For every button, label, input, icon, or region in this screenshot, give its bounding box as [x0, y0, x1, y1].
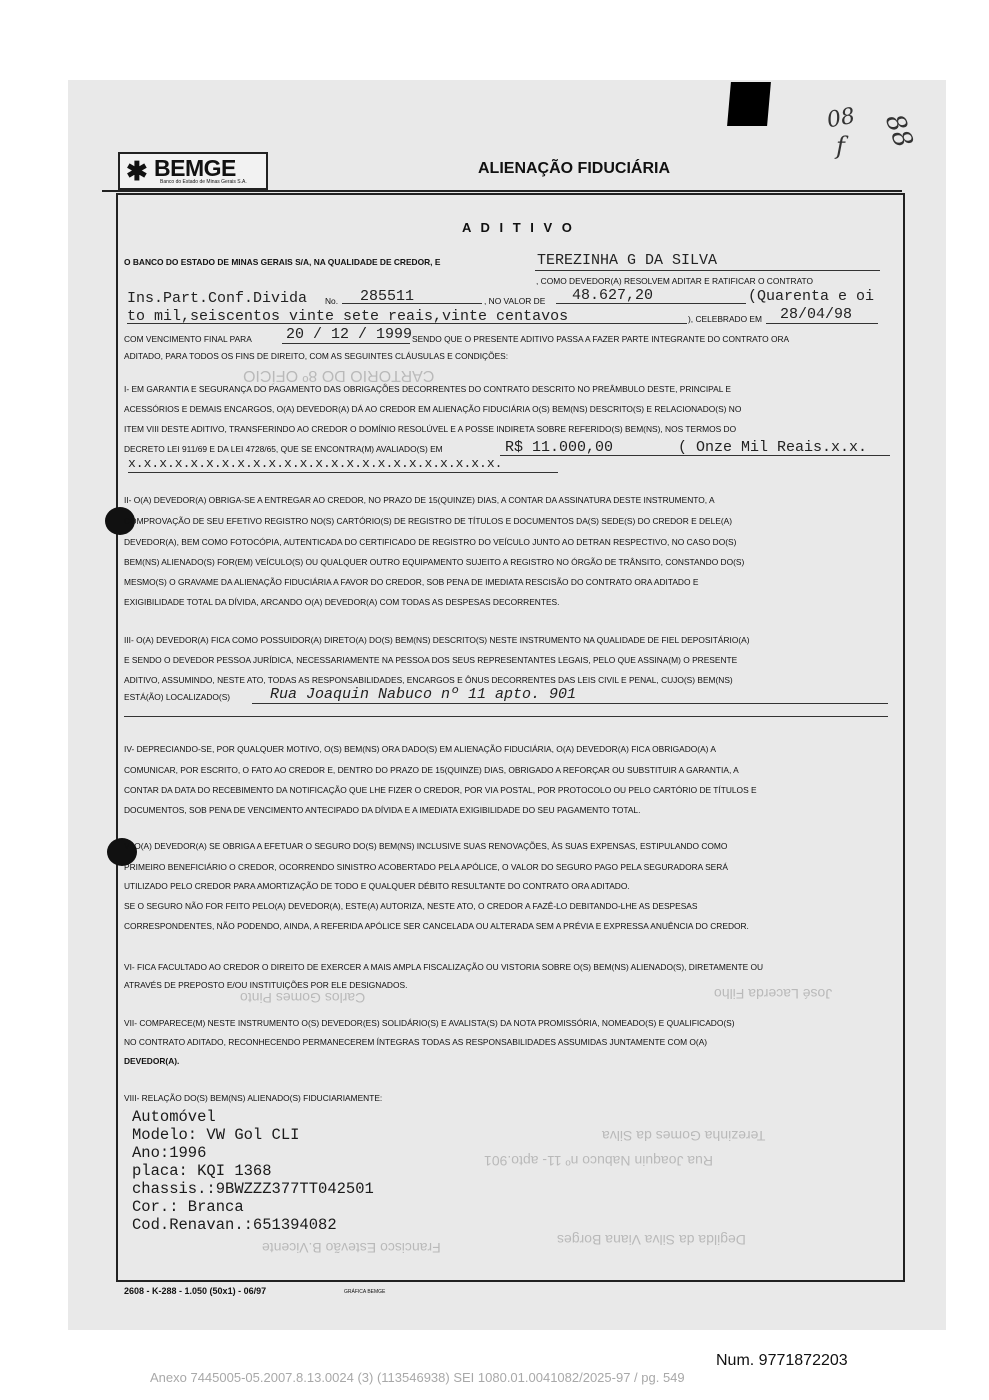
clause-2-line-6: EXIGIBILIDADE TOTAL DA DÍVIDA, ARCANDO O(A) DEVEDOR(A) COM TODAS AS DESPESAS DECORRENTES.: [124, 597, 560, 607]
intro-line-2: , COMO DEVEDOR(A) RESOLVEM ADITAR E RATIFICAR O CONTRATO: [536, 276, 814, 286]
clause-2-line-4: BEM(NS) ALIENADO(S) FOR(EM) VEÍCULO(S) OU QUALQUER OUTRO EQUIPAMENTO SUJEITO A REGISTRO NO ÓRGÃO DE TRÂNSITO, CONSTANDO DO(S): [124, 557, 745, 567]
goods-list: [132, 1108, 374, 1234]
celebrated-date: 28/04/98: [780, 306, 853, 323]
clause-3-line-4: ESTÁ(ÃO) LOCALIZADO(S): [124, 692, 231, 702]
bleed-name-2: Rua Joaquin Nabuco nº 11- apto.901: [484, 1153, 714, 1169]
maturity-date: 20 / 12 / 1999: [286, 326, 413, 343]
value-label: , NO VALOR DE: [484, 296, 546, 306]
celebrated-label: ), CELEBRADO EM: [688, 314, 762, 324]
bleed-name-1: Terezinha Gomes da Silva: [602, 1128, 766, 1144]
appraisal-value: R$ 11.000,00: [505, 439, 614, 456]
clause-1-line-2: ACESSÓRIOS E DEMAIS ENCARGOS, O(A) DEVEDOR(A) DÁ AO CREDOR EM ALIENAÇÃO FIDUCIÁRIA O(S) BEM(NS) DESCRITO(S) E RELACIONADO(S) NO: [124, 404, 742, 414]
header-rule: [102, 190, 902, 192]
bleed-name-6: José Lacerda Filho: [714, 986, 833, 1002]
value-words-underline: [127, 323, 687, 324]
filler-underline: [128, 472, 558, 473]
value-words-1: (Quarenta e oi: [748, 288, 875, 305]
bleed-name-3: Francisco Estevão B.Vicente: [262, 1240, 441, 1256]
maturity-line: COM VENCIMENTO FINAL PARA: [124, 334, 252, 344]
appraisal-filler: x.x.x.x.x.x.x.x.x.x.x.x.x.x.x.x.x.x.x.x.x.x.x.x.: [128, 456, 503, 471]
clause-2-line-2: COMPROVAÇÃO DE SEU EFETIVO REGISTRO NO(S) CARTÓRIO(S) DE REGISTRO DE TÍTULOS E DOCUMENTOS DA(S) SEDE(S) DO CREDOR E DELE(A): [124, 516, 733, 526]
clause-5-line-5: CORRESPONDENTES, NÃO PODENDO, AINDA, A REFERIDA APÓLICE SER CANCELADA OU ALTERADA SEM A PRÉVIA E EXPRESSA ANUÊNCIA DO CREDOR.: [124, 921, 749, 931]
intro-line-5: ADITADO, PARA TODOS OS FINS DE DIREITO, COM AS SEGUINTES CLÁUSULAS E CONDIÇÕES:: [124, 351, 509, 361]
bleed-name-4: Degilda da Silva Viana Borges: [557, 1232, 746, 1248]
clause-7-line-1: VII- COMPARECE(M) NESTE INSTRUMENTO O(S) DEVEDOR(ES) SOLIDÁRIO(S) E AVALISTA(S) DA NOTA PROMISSÓRIA, NOMEADO(S) E QUALIFICADO(S): [124, 1018, 735, 1028]
goods-item: Cor.: Branca: [132, 1198, 244, 1216]
debtor-underline: [535, 270, 880, 271]
address-underline-2: [124, 716, 888, 717]
redaction-mark: [727, 82, 771, 126]
section-title: A D I T I V O: [462, 220, 575, 235]
clause-8-label: VIII- RELAÇÃO DO(S) BEM(NS) ALIENADO(S) FIDUCIARIAMENTE:: [124, 1093, 383, 1103]
annex-reference: Anexo 7445005-05.2007.8.13.0024 (3) (113546938) SEI 1080.01.0041082/2025-97 / pg. 549: [150, 1370, 685, 1385]
clause-4-line-3: CONTAR DA DATA DO RECEBIMENTO DA NOTIFICAÇÃO QUE LHE FIZER O CREDOR, POR VIA POSTAL, POR PROTOCOLO OU PELO CARTÓRIO DE TÍTULOS E: [124, 785, 757, 795]
clause-2-line-3: DEVEDOR(A), BEM COMO FOTOCÓPIA, AUTENTICADA DO CERTIFICADO DE REGISTRO DO VEÍCULO JUNTO AO DETRAN RESPECTIVO, NO CASO DO(S): [124, 537, 737, 547]
clause-6-line-2: ATRAVÉS DE PREPOSTO E/OU INSTITUIÇÕES POR ELE DESIGNADOS.: [124, 980, 408, 990]
goods-item: Automóvel: [132, 1108, 216, 1126]
clause-6-line-1: VI- FICA FACULTADO AO CREDOR O DIREITO DE EXERCER A MAIS AMPLA FISCALIZAÇÃO OU VISTORIA SOBRE O(S) BEM(NS) ALIENADO(S), DIRETAMENTE OU: [124, 962, 764, 972]
clause-1-line-4: DECRETO LEI 911/69 E DA LEI 4728/65, QUE SE ENCONTRA(M) AVALIADO(S) EM: [124, 444, 443, 454]
document-title: ALIENAÇÃO FIDUCIÁRIA: [478, 160, 670, 177]
clause-5-line-1: V- O(A) DEVEDOR(A) SE OBRIGA A EFETUAR O SEGURO DO(S) BEM(NS) INCLUSIVE SUAS RENOVAÇÕES, ÀS SUAS EXPENSAS, ESTIPULANDO COMO: [124, 841, 728, 851]
contract-no-underline: [342, 303, 482, 304]
clause-5-line-3: UTILIZADO PELO CREDOR PARA AMORTIZAÇÃO DE TODO E QUALQUER DÉBITO RESULTANTE DO CONTRATO ORA ADITADO.: [124, 881, 630, 891]
clause-2-line-5: MESMO(S) O GRAVAME DA ALIENAÇÃO FIDUCIÁRIA A FAVOR DO CREDOR, SOB PENA DE IMEDIATA RESCISÃO DO CONTRATO ORA ADITADO E: [124, 577, 699, 587]
bleed-cartorio: CARTÓRIO DO 8º OFÍCIO: [243, 367, 435, 384]
logo-subtitle: Banco do Estado de Minas Gerais S.A.: [160, 179, 247, 185]
document-number: Num. 9771872203: [716, 1352, 848, 1369]
form-code: 2608 - K-288 - 1.050 (50x1) - 06/97: [124, 1286, 267, 1296]
asterisk-icon: ✱: [126, 156, 148, 186]
goods-item: chassis.:9BWZZZ377TT042501: [132, 1180, 374, 1198]
appraisal-words: ( Onze Mil Reais.x.x.: [678, 439, 868, 456]
goods-item: placa: KQI 1368: [132, 1162, 272, 1180]
clause-4-line-1: IV- DEPRECIANDO-SE, POR QUALQUER MOTIVO, O(S) BEM(NS) ORA DADO(S) EM ALIENAÇÃO FIDUCIÁRIA, O(A) DEVEDOR(A) FICA OBRIGADO(A) A: [124, 744, 716, 754]
clause-1-line-1: I- EM GARANTIA E SEGURANÇA DO PAGAMENTO DAS OBRIGAÇÕES DECORRENTES DO CONTRATO DESCRITO NO PREÂMBULO DESTE, PRINCIPAL E: [124, 384, 731, 394]
handwritten-mark-08: 08: [825, 103, 857, 134]
clause-5-line-4: SE O SEGURO NÃO FOR FEITO PELO(A) DEVEDOR(A), ESTE(A) AUTORIZA, NESTE ATO, O CREDOR A FAZÊ-LO DEBITANDO-LHE AS DESPESAS: [124, 901, 698, 911]
value-underline: [556, 303, 746, 304]
debtor-name: TEREZINHA G DA SILVA: [537, 252, 718, 269]
bleed-name-5: Carlos Gomes Pinto: [240, 990, 366, 1006]
bemge-logo: [118, 152, 268, 190]
clause-1-line-3: ITEM VIII DESTE ADITIVO, TRANSFERINDO AO CREDOR O DOMÍNIO RESOLÚVEL E A POSSE INDIRETA SOBRE REFERIDO(S) BEM(NS), NOS TERMOS DO: [124, 424, 737, 434]
goods-address: Rua Joaquin Nabuco nº 11 apto. 901: [270, 686, 577, 703]
clause-4-line-2: COMUNICAR, POR ESCRITO, O FATO AO CREDOR E, DENTRO DO PRAZO DE 15(QUINZE) DIAS, OBRIGADO A REFORÇAR OU SUBSTITUIR A GARANTIA, A: [124, 765, 739, 775]
address-underline: [252, 703, 888, 704]
clause-4-line-4: DOCUMENTOS, SOB PENA DE VENCIMENTO ANTECIPADO DA DÍVIDA E A IMEDIATA EXIGIBILIDADE DO SEU PAGAMENTO TOTAL.: [124, 805, 641, 815]
value-words-2: to mil,seiscentos vinte sete reais,vinte centavos: [127, 308, 569, 325]
clause-3-line-2: E SENDO O DEVEDOR PESSOA JURÍDICA, NECESSARIAMENTE NA PESSOA DOS SEUS REPRESENTANTES LEGAIS, PELO QUE ASSINA(M) O PRESENTE: [124, 655, 738, 665]
contract-type: Ins.Part.Conf.Divida: [127, 290, 308, 307]
clause-7-line-2: NO CONTRATO ADITADO, RECONHECENDO PERMANECEREM ÍNTEGRAS TODAS AS RESPONSABILIDADES ASSUMIDAS JUNTAMENTE COM O(A): [124, 1037, 708, 1047]
logo-text: BEMGE: [154, 155, 236, 181]
intro-line-1: O BANCO DO ESTADO DE MINAS GERAIS S/A, NA QUALIDADE DE CREDOR, E: [124, 257, 441, 267]
contract-no-label: No.: [325, 296, 339, 306]
maturity-underline: [282, 343, 410, 344]
contract-value: 48.627,20: [572, 287, 654, 304]
contract-no: 285511: [360, 288, 415, 305]
clause-5-line-2: PRIMEIRO BENEFICIÁRIO O CREDOR, OCORRENDO SINISTRO ACOBERTADO PELA APÓLICE, O VALOR DO SEGURO PAGO PELA SEGURADORA SERÁ: [124, 862, 728, 872]
handwritten-mark-f: f: [836, 132, 845, 160]
clause-7-line-3: DEVEDOR(A).: [124, 1056, 180, 1066]
appraisal-underline: [500, 455, 890, 456]
maturity-line-rest: SENDO QUE O PRESENTE ADITIVO PASSA A FAZER PARTE INTEGRANTE DO CONTRATO ORA: [412, 334, 790, 344]
celebrated-underline: [766, 323, 878, 324]
goods-item: Modelo: VW Gol CLI: [132, 1126, 300, 1144]
clause-3-line-3: ADITIVO, ASSUMINDO, NESTE ATO, TODAS AS RESPONSABILIDADES, ENCARGOS E ÔNUS DECORRENTES DAS LEIS CIVIL E PENAL, CUJO(S) BEM(NS): [124, 675, 733, 685]
handwritten-mark-88: 88: [878, 110, 919, 152]
goods-item: Ano:1996: [132, 1144, 207, 1162]
clause-3-line-1: III- O(A) DEVEDOR(A) FICA COMO POSSUIDOR(A) DIRETO(A) DO(S) BEM(NS) DESCRITO(S) NESTE INSTRUMENTO NA QUALIDADE DE FIEL DEPOSITÁRIO(A): [124, 635, 750, 645]
clause-2-line-1: II- O(A) DEVEDOR(A) OBRIGA-SE A ENTREGAR AO CREDOR, NO PRAZO DE 15(QUINZE) DIAS, A CONTAR DA ASSINATURA DESTE INSTRUMENTO, A: [124, 495, 715, 505]
printer-name: GRÁFICA BEMGE: [344, 1289, 386, 1295]
goods-item: Cod.Renavan.:651394082: [132, 1216, 337, 1234]
